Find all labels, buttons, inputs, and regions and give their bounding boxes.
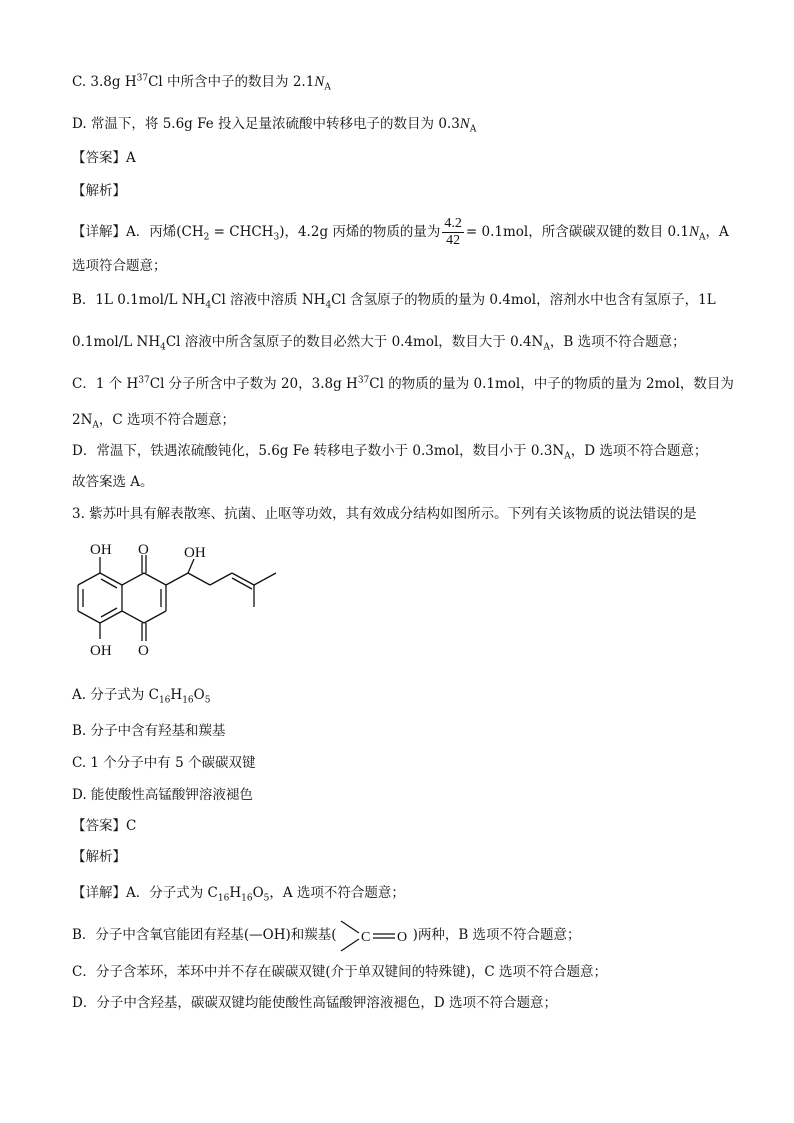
q2-detail-b-line2 <box>72 332 686 352</box>
option-a-text: A. 分子式为 C <box>72 687 159 703</box>
avogadro-sub: A <box>469 124 477 135</box>
sub: 3 <box>273 232 280 243</box>
q2-detail-b <box>72 290 716 310</box>
sub: 5 <box>263 893 270 904</box>
q2-conclusion: 故答案选 A。 <box>72 474 154 490</box>
q3-detail-b <box>72 918 581 953</box>
q2-option-c-text: C. 3.8g <box>72 74 125 90</box>
avogadro-symbol: N <box>688 224 699 240</box>
molecule-bonds <box>78 555 276 641</box>
detail-c-text-3: Cl 的物质的量为 0.1mol，中子的物质的量为 2mol，数目为 <box>369 376 734 392</box>
sub: 4 <box>325 300 332 311</box>
detail-d-text-1: D．常温下，铁遇浓硫酸钝化，5.6g Fe 转移电子数小于 0.3mol，数目小于 0.3N <box>72 443 565 459</box>
q3-analysis-heading: 【解析】 <box>72 849 126 865</box>
avogadro-sub: A <box>324 82 331 93</box>
q3-option-d: D. 能使酸性高锰酸钾溶液褪色 <box>72 787 253 803</box>
element: H <box>170 687 183 703</box>
detail-b-text-6: ，B 选项不符合题意； <box>549 334 686 350</box>
detail-a-text: 【详解】A．分子式为 C <box>72 885 218 901</box>
sub: A <box>92 420 99 431</box>
detail-a-text-2: = CHCH <box>209 224 274 240</box>
q3-option-c: C. 1 个分子中有 5 个碳碳双键 <box>72 755 256 771</box>
q3-detail-d: D．分子中含羟基，碳碳双键均能使酸性高锰酸钾溶液褪色，D 选项不符合题意； <box>72 995 557 1011</box>
q2-detail-a-line2: 选项符合题意； <box>72 258 167 274</box>
sub: 4 <box>205 300 212 311</box>
q2-option-d <box>72 114 476 134</box>
fraction-numerator: 4.2 <box>444 216 462 231</box>
carbonyl-c-label: C <box>360 929 370 945</box>
element: O <box>193 687 205 703</box>
sub: A <box>543 342 550 353</box>
detail-b-text-1: B．1L 0.1mol/L NH <box>72 292 206 308</box>
sub: A <box>564 451 571 462</box>
detail-a-text-2: ，A 选项不符合题意； <box>269 885 405 901</box>
oh-label: OH <box>184 545 206 561</box>
q3-option-b: B. 分子中含有羟基和羰基 <box>72 723 226 739</box>
element: H <box>229 885 242 901</box>
q2-detail-c-line2 <box>72 410 235 430</box>
sub: 16 <box>241 893 253 904</box>
element: O <box>252 885 264 901</box>
fraction-denominator: 42 <box>446 233 461 248</box>
detail-a-text-1: 【详解】A．丙烯(CH <box>72 224 204 240</box>
q2-detail-c <box>72 374 734 394</box>
sup: 37 <box>138 375 150 386</box>
sup: 37 <box>357 375 370 386</box>
sub: 16 <box>158 695 171 706</box>
q2-option-c-text-2: 中所含中子的数目为 2.1 <box>162 74 315 90</box>
sub: A <box>698 232 706 243</box>
detail-c-text-2: Cl 分子所含中子数为 20，3.8g H <box>149 376 358 392</box>
oh-label: OH <box>90 542 112 558</box>
detail-b-text-2: Cl 溶液中溶质 NH <box>211 292 326 308</box>
q2-detail-d <box>72 441 707 461</box>
mass-number: 37 <box>136 73 149 84</box>
detail-a-text-4: = 0.1mol，所含碳碳双键的数目 0.1 <box>465 224 689 240</box>
sub: 5 <box>204 695 211 706</box>
detail-b-text-2: )两种，B 选项不符合题意； <box>412 927 581 943</box>
o-label: O <box>138 643 149 659</box>
detail-c-text-5: ，C 选项不符合题意； <box>98 412 236 428</box>
q3-detail-c: C．分子含苯环，苯环中并不存在碳碳双键(介于单双键间的特殊键)，C 选项不符合题意； <box>72 964 607 980</box>
q3-detail-a <box>72 883 405 903</box>
q2-answer: 【答案】A <box>72 150 136 166</box>
detail-b-text-5: Cl 溶液中所含氢原子的数目必然大于 0.4mol，数目大于 0.4N <box>165 334 544 350</box>
detail-c-text-1: C．1 个 H <box>72 376 139 392</box>
q3-answer: 【答案】C <box>72 818 137 834</box>
q2-analysis-heading: 【解析】 <box>72 183 126 199</box>
q2-option-d-text: D. 常温下，将 5.6g Fe 投入足量浓硫酸中转移电子的数目为 0.3 <box>72 116 460 132</box>
q2-detail-a <box>72 214 729 250</box>
q3-stem: 3. 紫苏叶具有解表散寒、抗菌、止呕等功效，其有效成分结构如图所示。下列有关该物质的说法错误的是 <box>72 506 697 522</box>
sub: 16 <box>217 893 230 904</box>
h-symbol: H <box>124 74 137 90</box>
cl-symbol: Cl <box>148 74 163 90</box>
carbonyl-o-label: O <box>396 929 407 945</box>
q3-option-a <box>72 685 210 705</box>
detail-b-text-3: Cl 含氢原子的物质的量为 0.4mol，溶剂水中也含有氢原子，1L <box>331 292 716 308</box>
detail-b-text-4: 0.1mol/L NH <box>72 334 161 350</box>
fraction <box>442 216 464 249</box>
o-label: O <box>138 542 149 558</box>
sub: 4 <box>160 342 166 353</box>
oh-label: OH <box>90 643 112 659</box>
molecule-structure-diagram <box>70 537 290 667</box>
detail-b-text: B．分子中含氧官能团有羟基(—OH)和羰基( <box>72 927 337 943</box>
q2-option-c <box>72 72 331 92</box>
sub: 2 <box>203 232 210 243</box>
detail-c-text-4: 2N <box>72 412 93 428</box>
sub: 16 <box>182 695 194 706</box>
detail-a-text-5: ，A <box>705 224 729 240</box>
carbonyl-structure-icon <box>337 919 413 953</box>
avogadro-symbol: N <box>459 116 470 132</box>
detail-a-text-3: )，4.2g 丙烯的物质的量为 <box>279 224 441 240</box>
detail-d-text-2: ，D 选项不符合题意； <box>570 443 708 459</box>
avogadro-symbol: N <box>314 74 325 90</box>
